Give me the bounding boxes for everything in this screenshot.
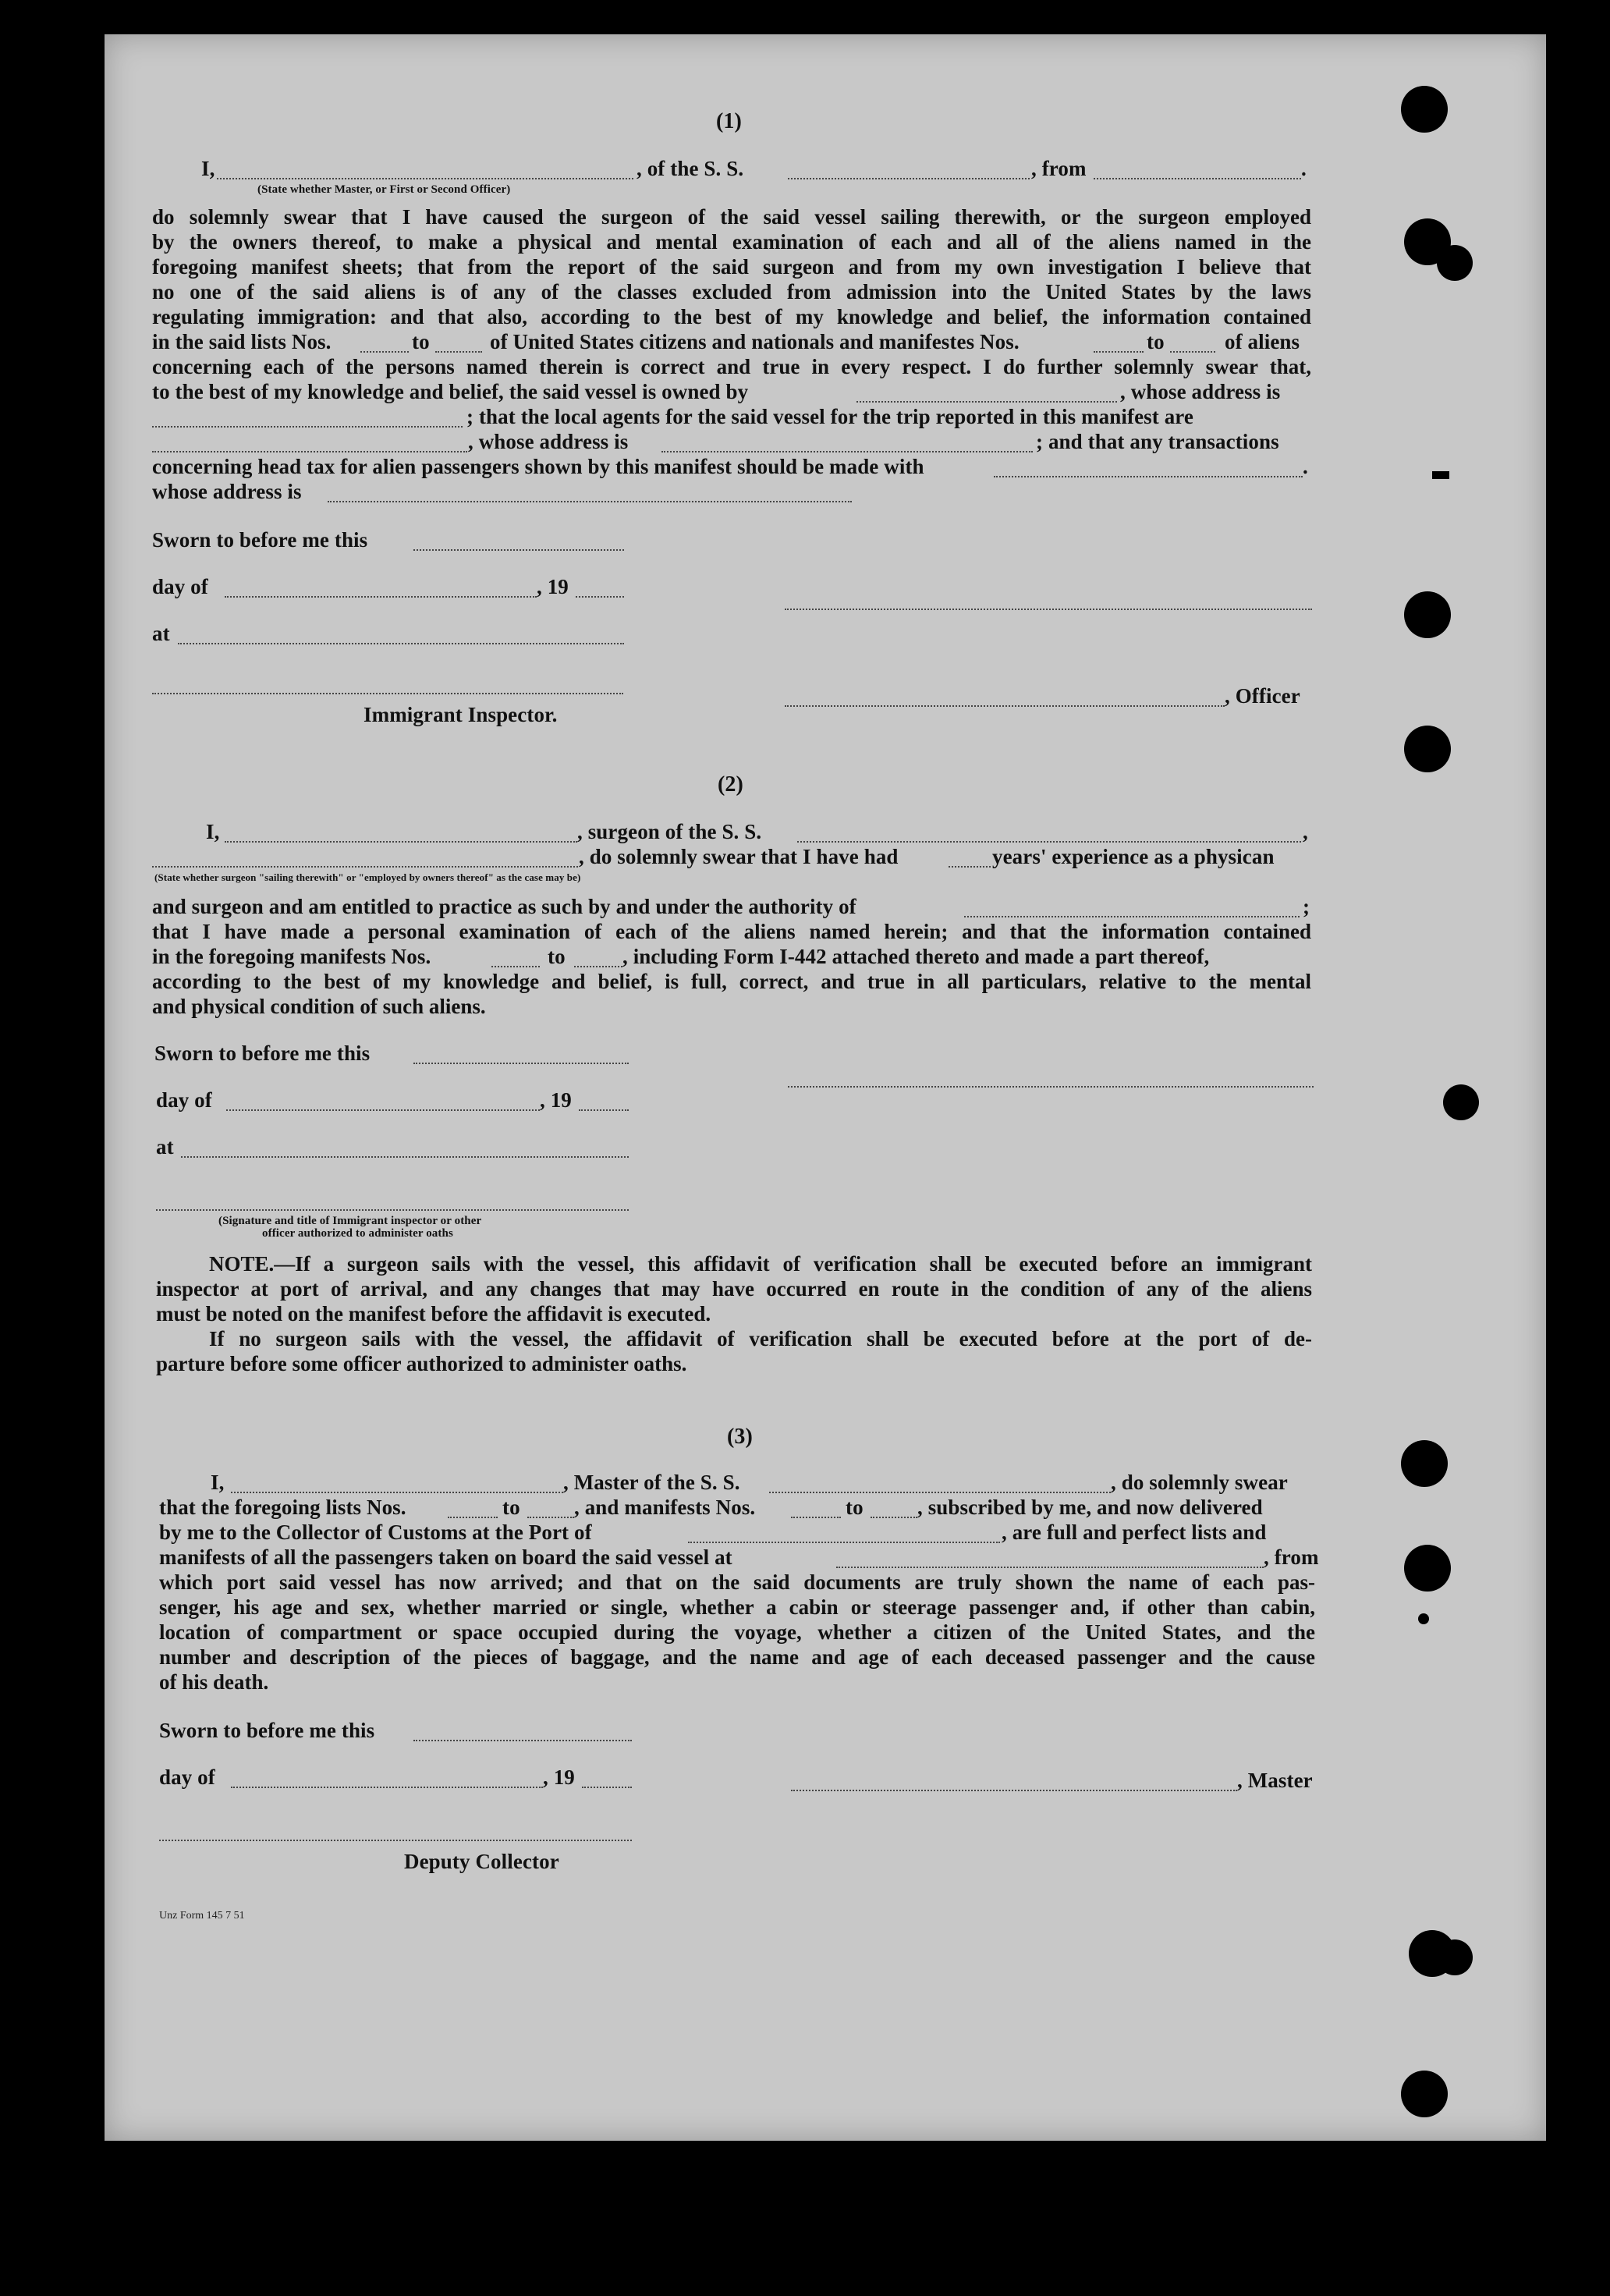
us-citizens-label: of United States citizens and nationals and manifestes Nos. bbox=[490, 330, 1020, 353]
to-label: to bbox=[846, 1496, 864, 1519]
to-label: to bbox=[412, 330, 430, 353]
sworn-label: Sworn to before me this bbox=[152, 528, 368, 552]
form-id: Unz Form 145 7 51 bbox=[159, 1910, 245, 1922]
blank-owner bbox=[856, 401, 1117, 403]
para-line: of his death. bbox=[159, 1670, 269, 1694]
blank-month bbox=[226, 1109, 540, 1111]
surgeon-of-label: , surgeon of the S. S. bbox=[577, 820, 762, 843]
master-signature-line bbox=[791, 1790, 1237, 1791]
of-aliens-label: of aliens bbox=[1225, 330, 1300, 353]
at-label: at bbox=[156, 1135, 174, 1159]
inspector-label: Immigrant Inspector. bbox=[363, 703, 558, 726]
blank-manifest-from bbox=[791, 1517, 841, 1518]
to-label: to bbox=[502, 1496, 520, 1519]
year-label: , 19 bbox=[543, 1765, 575, 1789]
period: . bbox=[1303, 455, 1308, 478]
day-of-label: day of bbox=[156, 1088, 212, 1112]
blank-place bbox=[178, 643, 624, 644]
punch-hole-6 bbox=[1443, 1084, 1479, 1120]
punch-hole-5 bbox=[1404, 726, 1451, 772]
inspector-signature-line bbox=[156, 1209, 629, 1211]
if-no-surgeon-line: parture before some officer authorized to administer oaths. bbox=[156, 1352, 687, 1375]
lead-i: I, bbox=[206, 820, 220, 843]
blank-month bbox=[231, 1787, 543, 1788]
including-label: , including Form I-442 attached thereto and made a part thereof, bbox=[622, 945, 1210, 968]
blank-years bbox=[949, 866, 991, 868]
para-line: according to the best of my knowledge and belief, is full, correct, and true in all particulars, relative to the mental bbox=[152, 970, 1311, 993]
blank-owner-address bbox=[152, 426, 463, 428]
para-line: number and description of the pieces of baggage, and the name and age of each deceased passenger and the cause bbox=[159, 1645, 1315, 1669]
section-3-heading: (3) bbox=[727, 1425, 753, 1449]
head-tax-label: concerning head tax for alien passengers shown by this manifest should be made with bbox=[152, 455, 924, 478]
para-line: location of compartment or space occupied during the voyage, whether a citizen of the United States, and the bbox=[159, 1620, 1315, 1644]
do-solemnly-label: , do solemnly swear bbox=[1111, 1471, 1288, 1494]
of-ss-label: , of the S. S. bbox=[637, 157, 744, 180]
para-line: no one of the said aliens is of any of the classes excluded from admission into the United States by the laws bbox=[152, 280, 1311, 303]
years-exp-label: years' experience as a physican bbox=[992, 845, 1275, 868]
signature-line bbox=[788, 1086, 1314, 1088]
from-label: , from bbox=[1031, 157, 1087, 180]
from-label: , from bbox=[1264, 1545, 1319, 1569]
period: . bbox=[1301, 157, 1307, 180]
year-label: , 19 bbox=[540, 1088, 572, 1112]
blank-sworn-day bbox=[413, 1063, 629, 1064]
if-no-surgeon-line: If no surgeon sails with the vessel, the affidavit of verification shall be executed before at the port of de- bbox=[209, 1327, 1312, 1350]
signature-line bbox=[785, 609, 1312, 610]
blank-list-from bbox=[360, 351, 409, 353]
blank-list-to bbox=[527, 1517, 574, 1518]
punch-hole-7 bbox=[1401, 1440, 1448, 1487]
whose-address-label: , whose address is bbox=[1120, 380, 1281, 403]
blank-head-tax-address bbox=[328, 501, 852, 502]
manifests-all-label: manifests of all the passengers taken on board the said vessel at bbox=[159, 1545, 732, 1569]
blank-manifest-from bbox=[491, 966, 540, 967]
transactions-label: ; and that any transactions bbox=[1036, 430, 1279, 453]
para-line: concerning each of the persons named therein is correct and true in every respect. I do further solemnly swear that, bbox=[152, 355, 1311, 378]
blank-head-tax-agent bbox=[994, 476, 1303, 477]
sworn-label: Sworn to before me this bbox=[154, 1042, 371, 1065]
at-label: at bbox=[152, 622, 170, 645]
blank-year bbox=[576, 596, 624, 598]
para-line: do solemnly swear that I have caused the surgeon of the said vessel sailing therewith, or the surgeon employed bbox=[152, 205, 1311, 229]
punch-hole-8 bbox=[1404, 1545, 1451, 1592]
day-of-label: day of bbox=[159, 1765, 215, 1789]
deputy-collector-label: Deputy Collector bbox=[404, 1850, 559, 1873]
collector-signature-line bbox=[159, 1840, 632, 1841]
authority-label: and surgeon and am entitled to practice as such by and under the authority of bbox=[152, 895, 856, 918]
collector-label: by me to the Collector of Customs at the Port of bbox=[159, 1521, 592, 1544]
note-line: inspector at port of arrival, and any changes that may have occurred en route in the condition of any of the aliens bbox=[156, 1277, 1312, 1301]
section-2-heading: (2) bbox=[718, 772, 743, 797]
full-perfect-label: , are full and perfect lists and bbox=[1002, 1521, 1267, 1544]
semicolon: ; bbox=[1303, 895, 1310, 918]
para-line: and physical condition of such aliens. bbox=[152, 995, 486, 1018]
note-line: NOTE.—If a surgeon sails with the vessel, this affidavit of verification shall be executed before an immigrant bbox=[209, 1252, 1312, 1276]
para-line: which port said vessel has now arrived; and that on the said documents are truly shown the name of each pas- bbox=[159, 1570, 1315, 1594]
blank-surgeon-status bbox=[152, 866, 578, 868]
blank-list-to bbox=[435, 351, 482, 353]
blank-sworn-day bbox=[413, 1740, 632, 1741]
blank-list-from bbox=[448, 1517, 498, 1518]
and-manifests-label: , and manifests Nos. bbox=[574, 1496, 756, 1519]
blank-year bbox=[582, 1787, 632, 1788]
master-of-label: , Master of the S. S. bbox=[563, 1471, 740, 1494]
officer-signature-line bbox=[785, 705, 1225, 707]
scan-mark bbox=[1432, 471, 1449, 479]
officer-label: , Officer bbox=[1225, 684, 1300, 708]
sworn-label: Sworn to before me this bbox=[159, 1719, 375, 1742]
para-line: regulating immigration: and that also, according to the best of my knowledge and belief, the information contained bbox=[152, 305, 1311, 328]
blank-agents-address bbox=[661, 451, 1033, 452]
lead-i: I, bbox=[201, 157, 215, 180]
blank-officer-name bbox=[217, 178, 633, 179]
sig-note-line1: (Signature and title of Immigrant inspector or other bbox=[218, 1215, 482, 1227]
surgeon-note: (State whether surgeon "sailing therewith" or "employed by owners thereof" as the case may be) bbox=[154, 871, 581, 883]
master-label: , Master bbox=[1237, 1769, 1313, 1792]
lists-label: in the said lists Nos. bbox=[152, 330, 332, 353]
section-1-heading: (1) bbox=[716, 109, 742, 133]
para-line: by the owners thereof, to make a physical and mental examination of each and all of the aliens named in the bbox=[152, 230, 1311, 254]
year-label: , 19 bbox=[537, 575, 569, 598]
blank-surgeon-name bbox=[225, 841, 577, 843]
blank-manifest-to bbox=[871, 1517, 917, 1518]
para-line: senger, his age and sex, whether married or single, whether a cabin or steerage passenger and, if other than cabin, bbox=[159, 1595, 1315, 1619]
local-agents-label: ; that the local agents for the said vessel for the trip reported in this manifest are bbox=[466, 405, 1193, 428]
punch-hole-10 bbox=[1437, 1939, 1473, 1975]
sig-note-line2: officer authorized to administer oaths bbox=[262, 1227, 453, 1240]
whose-address-label: , whose address is bbox=[468, 430, 629, 453]
blank-port bbox=[688, 1542, 1000, 1543]
blank-from-port bbox=[1094, 178, 1301, 179]
foregoing-lists-label: that the foregoing lists Nos. bbox=[159, 1496, 406, 1519]
foregoing-label: in the foregoing manifests Nos. bbox=[152, 945, 431, 968]
punch-hole-11 bbox=[1401, 2071, 1448, 2117]
blank-manifest-to bbox=[574, 966, 622, 967]
blank-manifest-to bbox=[1170, 351, 1215, 353]
blank-vessel-name bbox=[769, 1492, 1111, 1493]
lead-i: I, bbox=[211, 1471, 225, 1494]
subscribed-label: , subscribed by me, and now delivered bbox=[917, 1496, 1263, 1519]
whose-address-label: whose address is bbox=[152, 480, 302, 503]
blank-authority bbox=[964, 916, 1300, 917]
blank-manifest-from bbox=[1094, 351, 1144, 353]
inspector-signature-line bbox=[152, 693, 623, 694]
blank-vessel-name bbox=[788, 178, 1030, 179]
punch-hole-3 bbox=[1437, 245, 1473, 281]
note-line: must be noted on the manifest before the affidavit is executed. bbox=[156, 1302, 711, 1325]
punch-hole-4 bbox=[1404, 591, 1451, 638]
blank-month bbox=[225, 596, 537, 598]
blank-place bbox=[181, 1156, 629, 1158]
scan-mark bbox=[1418, 1613, 1429, 1624]
blank-sworn-day bbox=[413, 549, 624, 551]
punch-hole-1 bbox=[1401, 86, 1448, 133]
blank-year bbox=[579, 1109, 629, 1111]
owned-by-label: to the best of my knowledge and belief, the said vessel is owned by bbox=[152, 380, 749, 403]
para-line: that I have made a personal examination of each of the aliens named herein; and that the information contained bbox=[152, 920, 1311, 943]
comma: , bbox=[1303, 820, 1308, 843]
blank-embark-port bbox=[836, 1567, 1264, 1568]
do-solemnly-label: , do solemnly swear that I have had bbox=[579, 845, 899, 868]
blank-agents bbox=[152, 451, 467, 452]
to-label: to bbox=[548, 945, 566, 968]
officer-note: (State whether Master, or First or Second Officer) bbox=[257, 183, 511, 196]
blank-vessel-name bbox=[797, 841, 1301, 843]
para-line: foregoing manifest sheets; that from the report of the said surgeon and from my own investigation I believe that bbox=[152, 255, 1311, 279]
blank-master-name bbox=[231, 1492, 563, 1493]
to-label: to bbox=[1147, 330, 1165, 353]
day-of-label: day of bbox=[152, 575, 208, 598]
